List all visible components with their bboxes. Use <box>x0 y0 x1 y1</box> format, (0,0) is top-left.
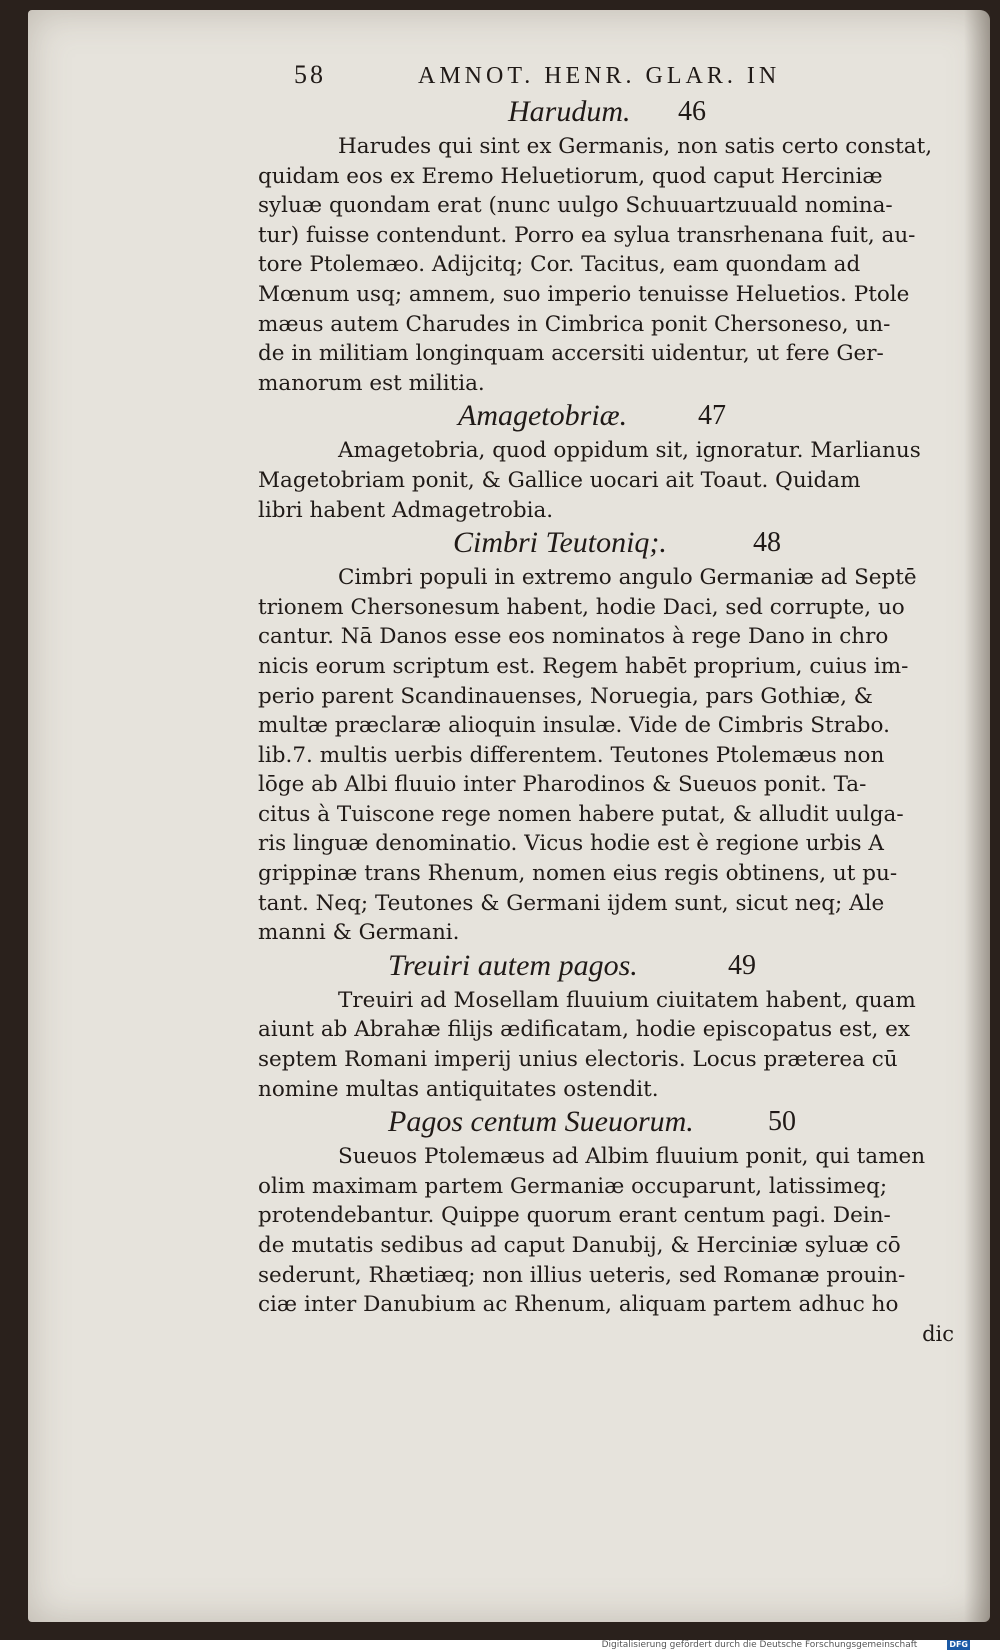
catchword: dic <box>922 1321 954 1346</box>
text-line: Treuiri ad Mosellam fluuium ciuitatem habent, quam <box>338 987 916 1013</box>
text-line: multæ præclaræ alioquin insulæ. Vide de Cimbris Strabo. <box>258 713 890 739</box>
section-heading <box>258 94 958 132</box>
running-head-title: AMNOT. HENR. GLAR. IN <box>418 63 781 89</box>
text-line: nicis eorum scriptum est. Regem habēt proprium, cuius im- <box>258 653 909 679</box>
section-title: Pagos centum Sueuorum. <box>388 1105 694 1139</box>
text-line: tant. Neq; Teutones & Germani ijdem sunt, sicut neq; Ale <box>258 890 885 916</box>
text-line: lōge ab Albi fluuio inter Pharodinos & Sueuos ponit. Ta- <box>258 772 867 798</box>
text-line: aiunt ab Abrahæ filijs ædificatam, hodie episcopatus est, ex <box>258 1017 910 1043</box>
section <box>258 948 958 1104</box>
section <box>258 1104 958 1320</box>
dfg-logo: DFG <box>949 1640 968 1649</box>
text-line: tore Ptolemæo. Adijcitq; Cor. Tacitus, eam quondam ad <box>258 252 861 278</box>
section <box>258 525 958 948</box>
text-line: syluæ quondam erat (nunc uulgo Schuuartzuuald nomina- <box>258 193 893 219</box>
section <box>258 398 958 525</box>
text-line: cantur. Nā Danos esse eos nominatos à rege Dano in chro <box>258 624 889 650</box>
running-head <box>258 46 958 94</box>
section-title: Cimbri Teutoniq;. <box>453 526 667 560</box>
section-number: 47 <box>698 400 726 432</box>
text-line: lib.7. multis uerbis differentem. Teutones Ptolemæus non <box>258 742 885 768</box>
text-line: sederunt, Rhætiæq; non illius ueteris, sed Romanæ prouin- <box>258 1262 906 1288</box>
text-line: grippinæ trans Rhenum, nomen eius regis obtinens, ut pu- <box>258 861 898 887</box>
section-number: 49 <box>728 949 756 981</box>
footer-text: Digitalisierung gefördert durch die Deutsche Forschungsgemeinschaft <box>601 1640 918 1650</box>
section-title: Amagetobriæ. <box>458 399 628 433</box>
section-heading <box>258 948 958 986</box>
text-line: Mœnum usq; amnem, suo imperio tenuisse Heluetios. Ptole <box>258 281 910 307</box>
text-line: olim maximam partem Germaniæ occuparunt, latissimeq; <box>258 1173 888 1199</box>
text-line: nomine multas antiquitates ostendit. <box>258 1076 659 1102</box>
text-line: manorum est militia. <box>258 370 485 396</box>
text-line: Amagetobria, quod oppidum sit, ignoratur. Marlianus <box>338 438 921 464</box>
text-line: libri habent Admagetrobia. <box>258 497 554 523</box>
section-heading <box>258 1104 958 1142</box>
text-line: de in militiam longinquam accersiti uidentur, ut fere Ger- <box>258 341 884 367</box>
text-line: Magetobriam ponit, & Gallice uocari ait Toaut. Quidam <box>258 467 861 493</box>
text-line: de mutatis sedibus ad caput Danubij, & Herciniæ syluæ cō <box>258 1233 901 1258</box>
text-line: septem Romani imperij unius electoris. Locus præterea cū <box>258 1047 898 1073</box>
text-line: trionem Chersonesum habent, hodie Daci, sed corrupte, uo <box>258 594 905 620</box>
section-heading <box>258 398 958 436</box>
book-page <box>28 10 990 1622</box>
section-title: Treuiri autem pagos. <box>388 948 638 982</box>
digitization-footer <box>0 1640 1000 1652</box>
text-line: ciæ inter Danubium ac Rhenum, aliquam partem adhuc ho <box>258 1292 899 1318</box>
text-line: ris linguæ denominatio. Vicus hodie est è regione urbis A <box>258 831 884 857</box>
text-line: quidam eos ex Eremo Heluetiorum, quod caput Herciniæ <box>258 163 883 189</box>
text-line: perio parent Scandinauenses, Noruegia, pars Gothiæ, & <box>258 683 873 709</box>
text-line: tur) fuisse contendunt. Porro ea sylua transrhenana fuit, au- <box>258 222 916 248</box>
page-number: 58 <box>294 60 326 89</box>
section-number: 48 <box>753 527 781 559</box>
section-number: 50 <box>768 1106 796 1138</box>
sections <box>258 94 958 1320</box>
text-line: Cimbri populi in extremo angulo Germaniæ ad Septē <box>338 565 917 591</box>
section <box>258 94 958 398</box>
text-line: Harudes qui sint ex Germanis, non satis certo constat, <box>338 134 933 159</box>
page-text <box>258 46 958 1346</box>
text-line: Sueuos Ptolemæus ad Albim fluuium ponit, qui tamen <box>338 1144 926 1170</box>
text-line: protendebantur. Quippe quorum erant centum pagi. Dein- <box>258 1203 891 1229</box>
text-line: manni & Germani. <box>258 920 460 946</box>
section-heading <box>258 525 958 563</box>
text-line: mæus autem Charudes in Cimbrica ponit Chersoneso, un- <box>258 311 891 337</box>
text-line: citus à Tuiscone rege nomen habere putat, & alludit uulga- <box>258 801 904 827</box>
section-number: 46 <box>678 96 706 127</box>
section-title: Harudum. <box>508 95 631 128</box>
